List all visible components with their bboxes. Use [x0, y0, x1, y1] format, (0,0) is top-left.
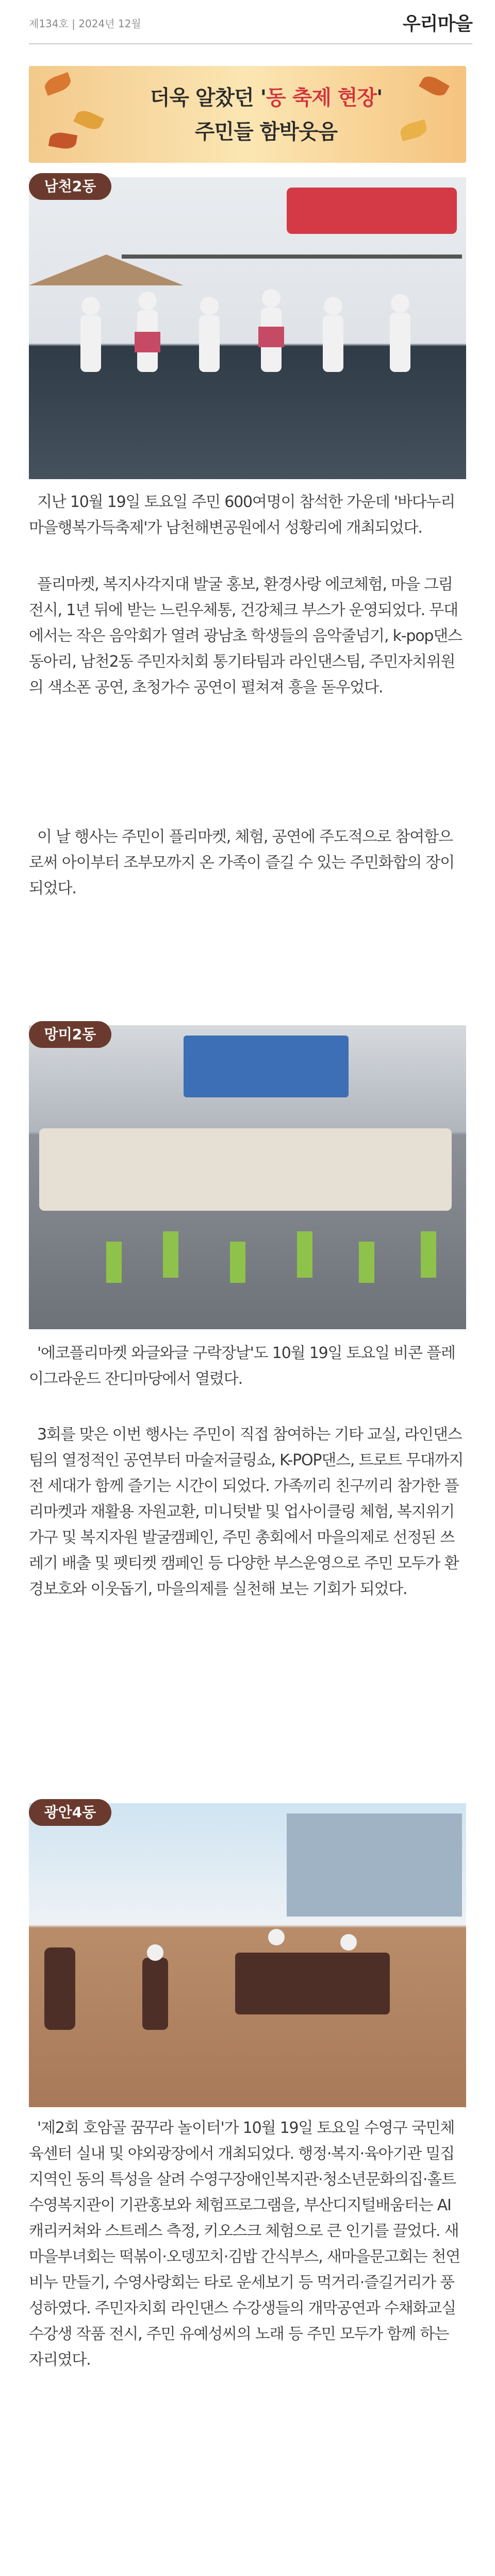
section-tag-namcheon2: 남천2동	[29, 173, 111, 200]
festival-photo-gwangan4	[29, 1803, 466, 2107]
maple-leaf-icon	[42, 72, 73, 96]
section-paragraph: '에코플리마켓 와글와글 구락장날'도 10월 19일 토요일 비콘 플레이그라운드 잔디마당에서 열렸다.	[29, 1344, 455, 1388]
header-divider	[29, 43, 472, 44]
banner-headline: 더욱 알찼던 '동 축제 현장'	[150, 86, 383, 110]
banner-subheadline: 주민들 함박웃음	[194, 120, 338, 144]
section-tag-mangmi2: 망미2동	[29, 1021, 111, 1048]
section-paragraph: '제2회 호암골 꿈꾸라 놀이터'가 10월 19일 토요일 수영구 국민체육센터 실내 및 야외광장에서 개최되었다. 행정·복지·육아기관 밀집지역인 동의 특성을 살려 수영구장애인복지관·청소년문화의집·홀트수영복지관이 기관홍보와 체험프로그램을, 부산디지털배움터는 AI 캐리커쳐와 스트레스 측정, 키오스크 체험으로 큰 인기를 끌었다. 새마을부녀회는 떡볶이·오뎅꼬치·김밥 간식부스, 새마을문고회는 천연비누 만들기, 수영사랑회는 타로 운세보기 등 먹거리·즐길거리가 풍성하였다. 주민자치회 라인댄스 수강생들의 개막공연과 수채화교실 수강생 작품 전시, 주민 유예성씨의 노래 등 주민 모두가 함께 하는 자리였다.	[29, 2119, 460, 2369]
festival-banner	[29, 66, 466, 163]
maple-leaf-icon	[73, 107, 104, 132]
maple-leaf-icon	[48, 131, 77, 151]
maple-leaf-icon	[419, 73, 450, 99]
section-tag-gwangan4: 광안4동	[29, 1799, 111, 1826]
section-paragraph: 지난 10월 19일 토요일 주민 600여명이 참석한 가운데 '바다누리마을행복가득축제'가 남천해변공원에서 성황리에 개최되었다.	[29, 493, 455, 537]
section-paragraph: 이 날 행사는 주민이 플리마켓, 체험, 공연에 주도적으로 참여함으로써 아이부터 조부모까지 온 가족이 즐길 수 있는 주민화합의 장이 되었다.	[29, 828, 455, 897]
issue-label: 제134호 | 2024년 12월	[29, 18, 141, 30]
festival-photo-mangmi2	[29, 1025, 466, 1329]
section-paragraph: 3회를 맞은 이번 행사는 주민이 직접 참여하는 기타 교실, 라인댄스팀의 열정적인 공연부터 마술저글링쇼, K-POP댄스, 트로트 무대까지 전 세대가 함께 즐기는 시간이 되었다. 가족끼리 친구끼리 참가한 플리마켓과 재활용 자원교환, 미니텃밭 및 업사이클링 체험, 복지위기가구 및 복지자원 발굴캠페인, 주민 총회에서 마을의제로 선정된 쓰레기 배출 및 펫티켓 캠페인 등 다양한 부스운영으로 주민 모두가 환경보호와 이웃돕기, 마을의제를 실천해 보는 기회가 되었다.	[29, 1426, 464, 1598]
maple-leaf-icon	[399, 120, 428, 141]
section-paragraph: 플리마켓, 복지사각지대 발굴 홍보, 환경사랑 에코체험, 마을 그림 전시, 1년 뒤에 받는 느린우체통, 건강체크 부스가 운영되었다. 무대에서는 작은 음악회가 열려 광남초 학생들의 음악줄넘기, k-pop댄스 동아리, 남천2동 주민자치회 통기타팀과 라인댄스팀, 주민자치위원의 색소폰 공연, 초청가수 공연이 펼쳐져 흥을 돋우었다.	[29, 575, 462, 697]
section-title: 우리마을	[402, 13, 472, 35]
festival-photo-namcheon2	[29, 177, 466, 479]
